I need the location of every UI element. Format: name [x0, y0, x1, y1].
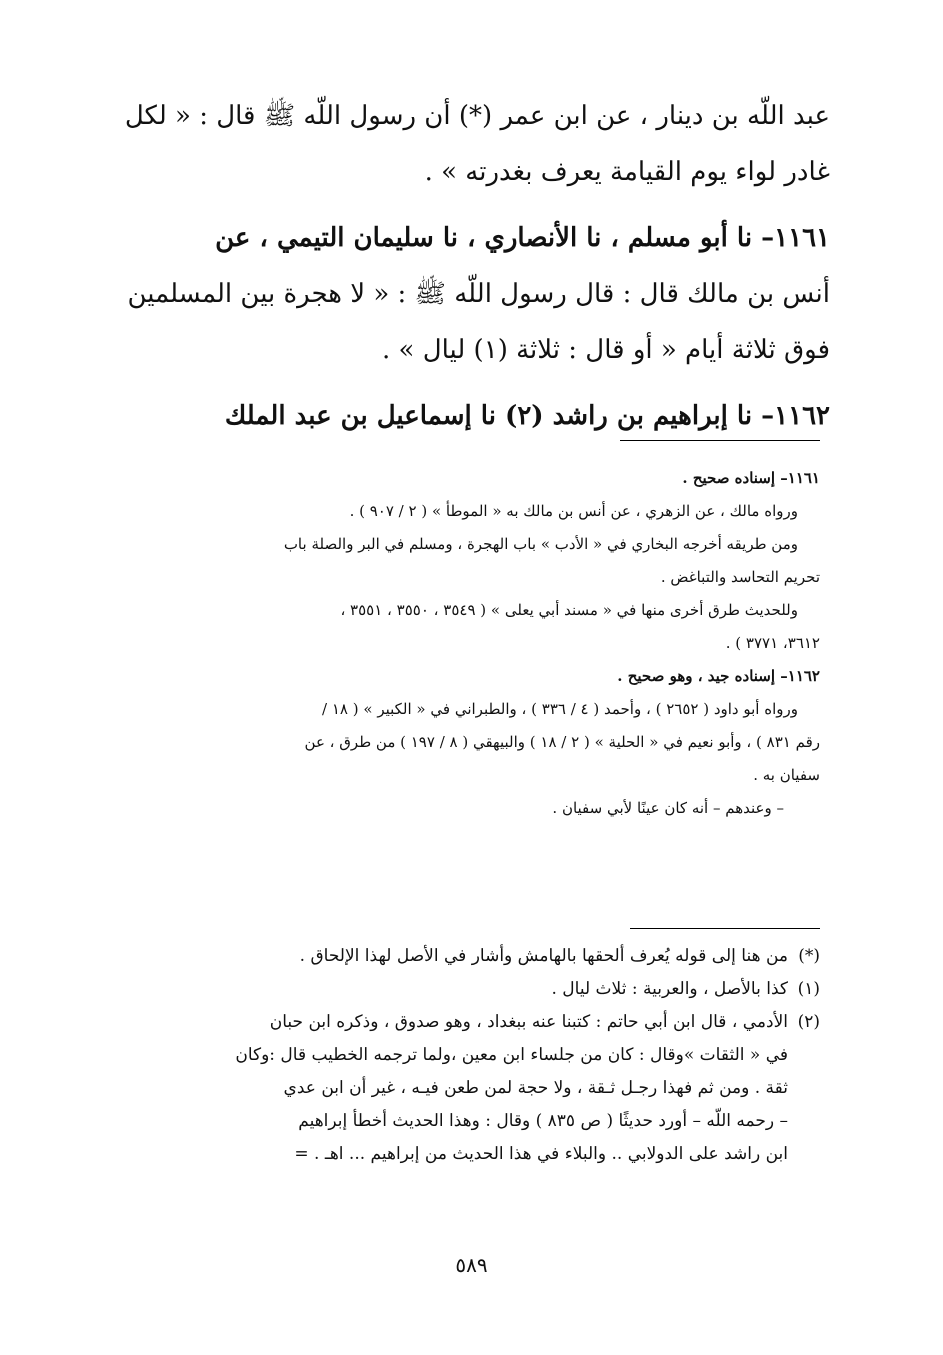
- footnote: [100, 1006, 820, 1039]
- page-number: ٥٨٩: [455, 1253, 488, 1277]
- main-line: أنس بن مالك قال : قال رسول اللّه ﷺ : « لا هجرة بين المسلمين: [127, 279, 830, 309]
- footnote-mark: (*): [798, 946, 820, 966]
- hadith-1161-line: ١١٦١– نا أبو مسلم ، نا الأنصاري ، نا سليمان التيمي ، عن: [215, 223, 830, 253]
- takhrij-section: [100, 462, 820, 825]
- footnote: [100, 940, 820, 973]
- footnote-text: الأدمي ، قال ابن أبي حاتم : كتبنا عنه ببغداد ، وهو صدوق ، وذكره ابن حبان: [269, 1012, 788, 1032]
- divider: [630, 928, 820, 929]
- footnote-mark: (١): [797, 979, 820, 999]
- footnote-text: ثقة . ومن ثم فهذا رجـل ثـقة ، ولا حجة لمن طعن فيـه ، غير أن ابن عدي: [283, 1078, 788, 1098]
- takhrij-line: وللحديث طرق أخرى منها في « مسند أبي يعلى » ( ٣٥٤٩ ، ٣٥٥٠ ، ٣٥٥١ ،: [340, 601, 798, 619]
- footnote-text: من هنا إلى قوله يُعرف ألحقها بالهامش وأشار في الأصل لهذا الإلحاق .: [299, 946, 788, 966]
- main-line: عبد اللّه بن دينار ، عن ابن عمر (*) أن رسول اللّه ﷺ قال : « لكل: [124, 101, 830, 131]
- footnote-text: ابن راشد على الدولابي .. والبلاء في هذا الحديث من إبراهيم ... اهـ . =: [294, 1144, 788, 1164]
- takhrij-line: رقم ٨٣١ ) ، وأبو نعيم في « الحلية » ( ٢ / ١٨ ) والبيهقي ( ٨ / ١٩٧ ) من طرق ، عن: [304, 733, 820, 751]
- main-line: غادر لواء يوم القيامة يعرف بغدرته » .: [424, 157, 830, 187]
- main-line: فوق ثلاثة أيام « أو قال : ثلاثة (١) ليال » .: [382, 335, 830, 365]
- takhrij-line: سفيان به .: [753, 766, 820, 784]
- takhrij-line: ورواه مالك ، عن الزهري ، عن أنس بن مالك به « الموطأ » ( ٢ / ٩٠٧ ) .: [349, 502, 798, 520]
- footnote-text: في « الثقات »وقال : كان من جلساء ابن معين ،ولما ترجمه الخطيب قال :وكان: [235, 1045, 788, 1065]
- takhrij-line: ورواه أبو داود ( ٢٦٥٢ ) ، وأحمد ( ٤ / ٣٣٦ ) ، والطبراني في « الكبير » ( ١٨ /: [322, 700, 798, 718]
- takhrij-heading-1162: ١١٦٢– إسناده جيد ، وهو صحيح .: [617, 667, 820, 685]
- takhrij-heading-1161: ١١٦١– إسناده صحيح .: [682, 469, 820, 487]
- footnotes: [100, 940, 820, 1171]
- footnote-text: – رحمه اللّه – أورد حديثًا ( ص ٨٣٥ ) وقال : وهذا الحديث أخطأ إبراهيم: [298, 1111, 788, 1131]
- divider: [620, 440, 820, 441]
- takhrij-line: ومن طريقه أخرجه البخاري في « الأدب » باب الهجرة ، ومسلم في البر والصلة باب: [283, 535, 798, 553]
- takhrij-line: تحريم التحاسد والتباغض .: [660, 568, 820, 586]
- footnote-mark: (٢): [797, 1012, 820, 1032]
- main-text: [100, 88, 830, 444]
- takhrij-line: – وعندهم – أنه كان عينًا لأبي سفيان .: [552, 799, 784, 817]
- hadith-1162-line: ١١٦٢– نا إبراهيم بن راشد (٢) نا إسماعيل بن عبد الملك: [224, 401, 830, 431]
- footnote-text: كذا بالأصل ، والعربية : ثلاث ليال .: [551, 979, 788, 999]
- takhrij-line: ٣٦١٢، ٣٧٧١ ) .: [725, 634, 820, 652]
- footnote: [100, 973, 820, 1006]
